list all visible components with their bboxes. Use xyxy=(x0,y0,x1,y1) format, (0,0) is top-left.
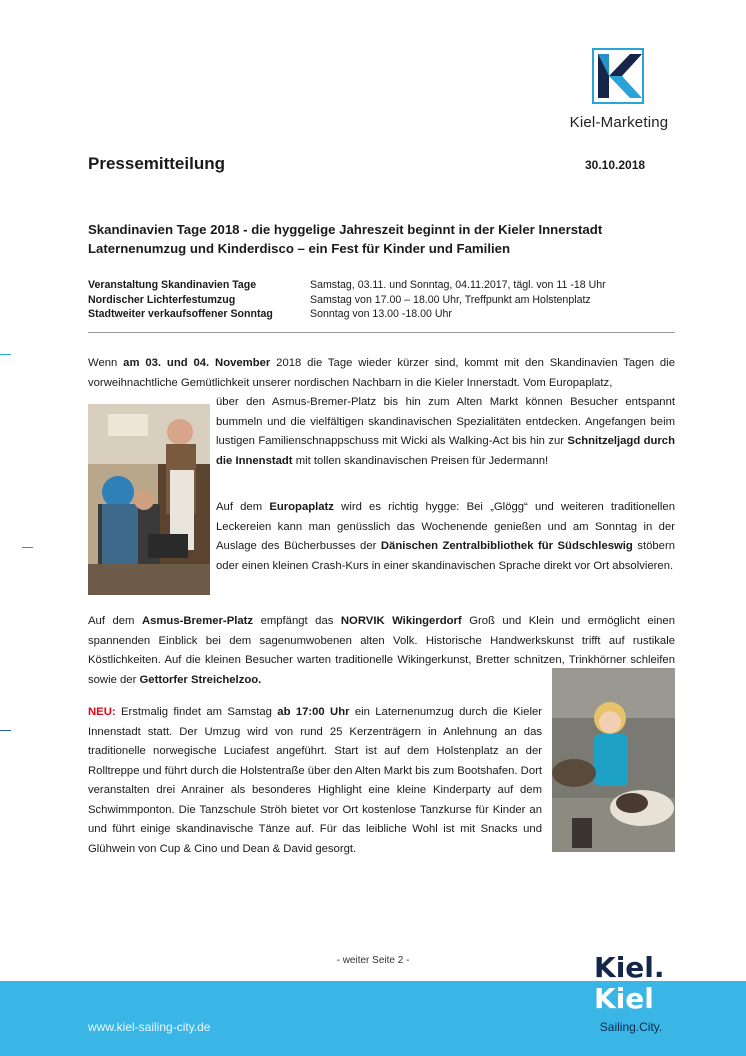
paragraph-europaplatz xyxy=(216,498,675,576)
photo-viking-blacksmith xyxy=(88,404,210,595)
text: über den Asmus-Bremer-Platz bis hin zum Alten Markt können Besucher entspannt bummeln und die vielfältigen skandinavischen Spezialitäten entdecken. Angefangen beim lustigen Familienschnappschuss mit Wicki als Walking-Act bis hin zur xyxy=(216,396,675,447)
event-name: Veranstaltung Skandinavien Tage xyxy=(88,279,257,291)
event-time: Samstag, 03.11. und Sonntag, 04.11.2017, tägl. von 11 -18 Uhr xyxy=(310,279,606,291)
footer-url: www.kiel-sailing-city.de xyxy=(88,1020,211,1034)
text: wird es richtig hygge: Bei „Glögg“ und weiteren traditionellen Leckereien kann man genüsslich das Wochenende genießen und am Sonntag in der Auslage des Bücherbusses der xyxy=(216,501,675,552)
text: 2018 die Tage wieder kürzer sind, kommt mit den Skandinavien Tagen die vorweihnachtliche Gemütlichkeit unserer nordischen Nachbarn in die Kieler Innerstadt. Vom Europaplatz, xyxy=(88,357,675,389)
divider xyxy=(88,332,675,333)
kiel-marketing-logo-text: Kiel-Marketing xyxy=(569,114,669,131)
event-row xyxy=(88,293,675,308)
continue-note: - weiter Seite 2 - xyxy=(336,955,410,966)
text: Groß und Klein und ermöglicht einen spannenden Einblick bei dem sagenumwobenen alten Volk. Historische Handwerkskunst trifft auf rustikale Köstlichkeiten. Auf die kleinen Besucher warten traditionelle Wikingerkunst, Bretter schnitzen, Trinkhörner schleifen sowie der xyxy=(88,615,675,686)
margin-mark xyxy=(0,354,11,355)
bold-text: NORVIK Wikingerdorf xyxy=(340,615,462,627)
margin-mark xyxy=(22,547,33,548)
kiel-sailing-city-logo xyxy=(590,950,670,1014)
event-time: Sonntag von 13.00 -18.00 Uhr xyxy=(310,308,452,320)
document-type-heading: Pressemitteilung xyxy=(88,154,225,173)
text: Auf dem xyxy=(88,615,142,627)
text: empfängt das xyxy=(253,615,341,627)
bold-text: Dänischen Zentralbibliothek für Südschleswig xyxy=(380,540,633,552)
kiel-tagline: Sailing.City. xyxy=(599,1020,663,1034)
text: Erstmalig findet am Samstag xyxy=(115,706,278,718)
headline xyxy=(88,220,675,258)
photo-child-with-goats xyxy=(552,668,675,852)
bold-text: Gettorfer Streichelzoo. xyxy=(139,673,262,686)
headline-line-1: Skandinavien Tage 2018 - die hyggelige Jahreszeit beginnt in der Kieler Innerstadt xyxy=(88,222,603,237)
text: Auf dem xyxy=(216,501,270,513)
bold-text: Asmus-Bremer-Platz xyxy=(141,615,254,627)
event-name: Stadtweiter verkaufsoffener Sonntag xyxy=(88,308,273,320)
kiel-marketing-logo-mark xyxy=(592,48,644,104)
paragraph-intro-continued xyxy=(216,393,675,471)
bold-text: Schnitzeljagd durch die Innenstadt xyxy=(216,435,675,467)
text: mit tollen skandinavischen Preisen für Jedermann! xyxy=(292,454,549,467)
headline-line-2: Laternenumzug und Kinderdisco – ein Fest für Kinder und Familien xyxy=(88,241,511,256)
bold-text: Europaplatz xyxy=(269,501,334,513)
document-date: 30.10.2018 xyxy=(585,158,646,172)
text: Wenn xyxy=(88,357,124,369)
bold-text: ab 17:00 Uhr xyxy=(277,706,350,718)
paragraph-laternenumzug xyxy=(88,703,542,859)
bold-text: am 03. und 04. November xyxy=(123,357,271,369)
event-row xyxy=(88,278,675,293)
new-label: NEU: xyxy=(88,706,116,718)
text: stöbern oder einen kleinen Crash-Kurs in einer skandinavischen Sprache direkt vor Ort absolvieren. xyxy=(216,540,676,572)
paragraph-intro xyxy=(88,354,675,393)
kiel-logo-top: Kiel. xyxy=(594,951,665,984)
text: ein Laternenumzug durch die Kieler Innenstadt statt. Der Umzug wird von rund 25 Kerzenträgern in Anlehnung an das traditionelle norwegische Luciafest angeführt. Start ist auf dem Holstenplatz an der Rolltreppe und führt durch die Holstentraße über den Alten Markt bis zum Bootshafen. Dort veranstalten drei Anrainer als besonderes Highlight eine kleine Kinderparty auf dem Schwimmponton. Die Tanzschule Ströh bietet vor Ort kostenlose Tanzkurse für Kinder an und führt einige skandinavische Tänze auf. Für das leibliche Wohl ist mit Snacks und Glühwein von Cup & Cino und Dean & David gesorgt. xyxy=(88,706,542,855)
event-time: Samstag von 17.00 – 18.00 Uhr, Treffpunkt am Holstenplatz xyxy=(310,293,591,306)
event-row xyxy=(88,307,675,322)
event-schedule xyxy=(88,278,675,322)
kiel-logo-bottom: Kiel xyxy=(594,982,654,1014)
margin-mark xyxy=(0,730,11,731)
event-name: Nordischer Lichterfestumzug xyxy=(88,293,236,306)
